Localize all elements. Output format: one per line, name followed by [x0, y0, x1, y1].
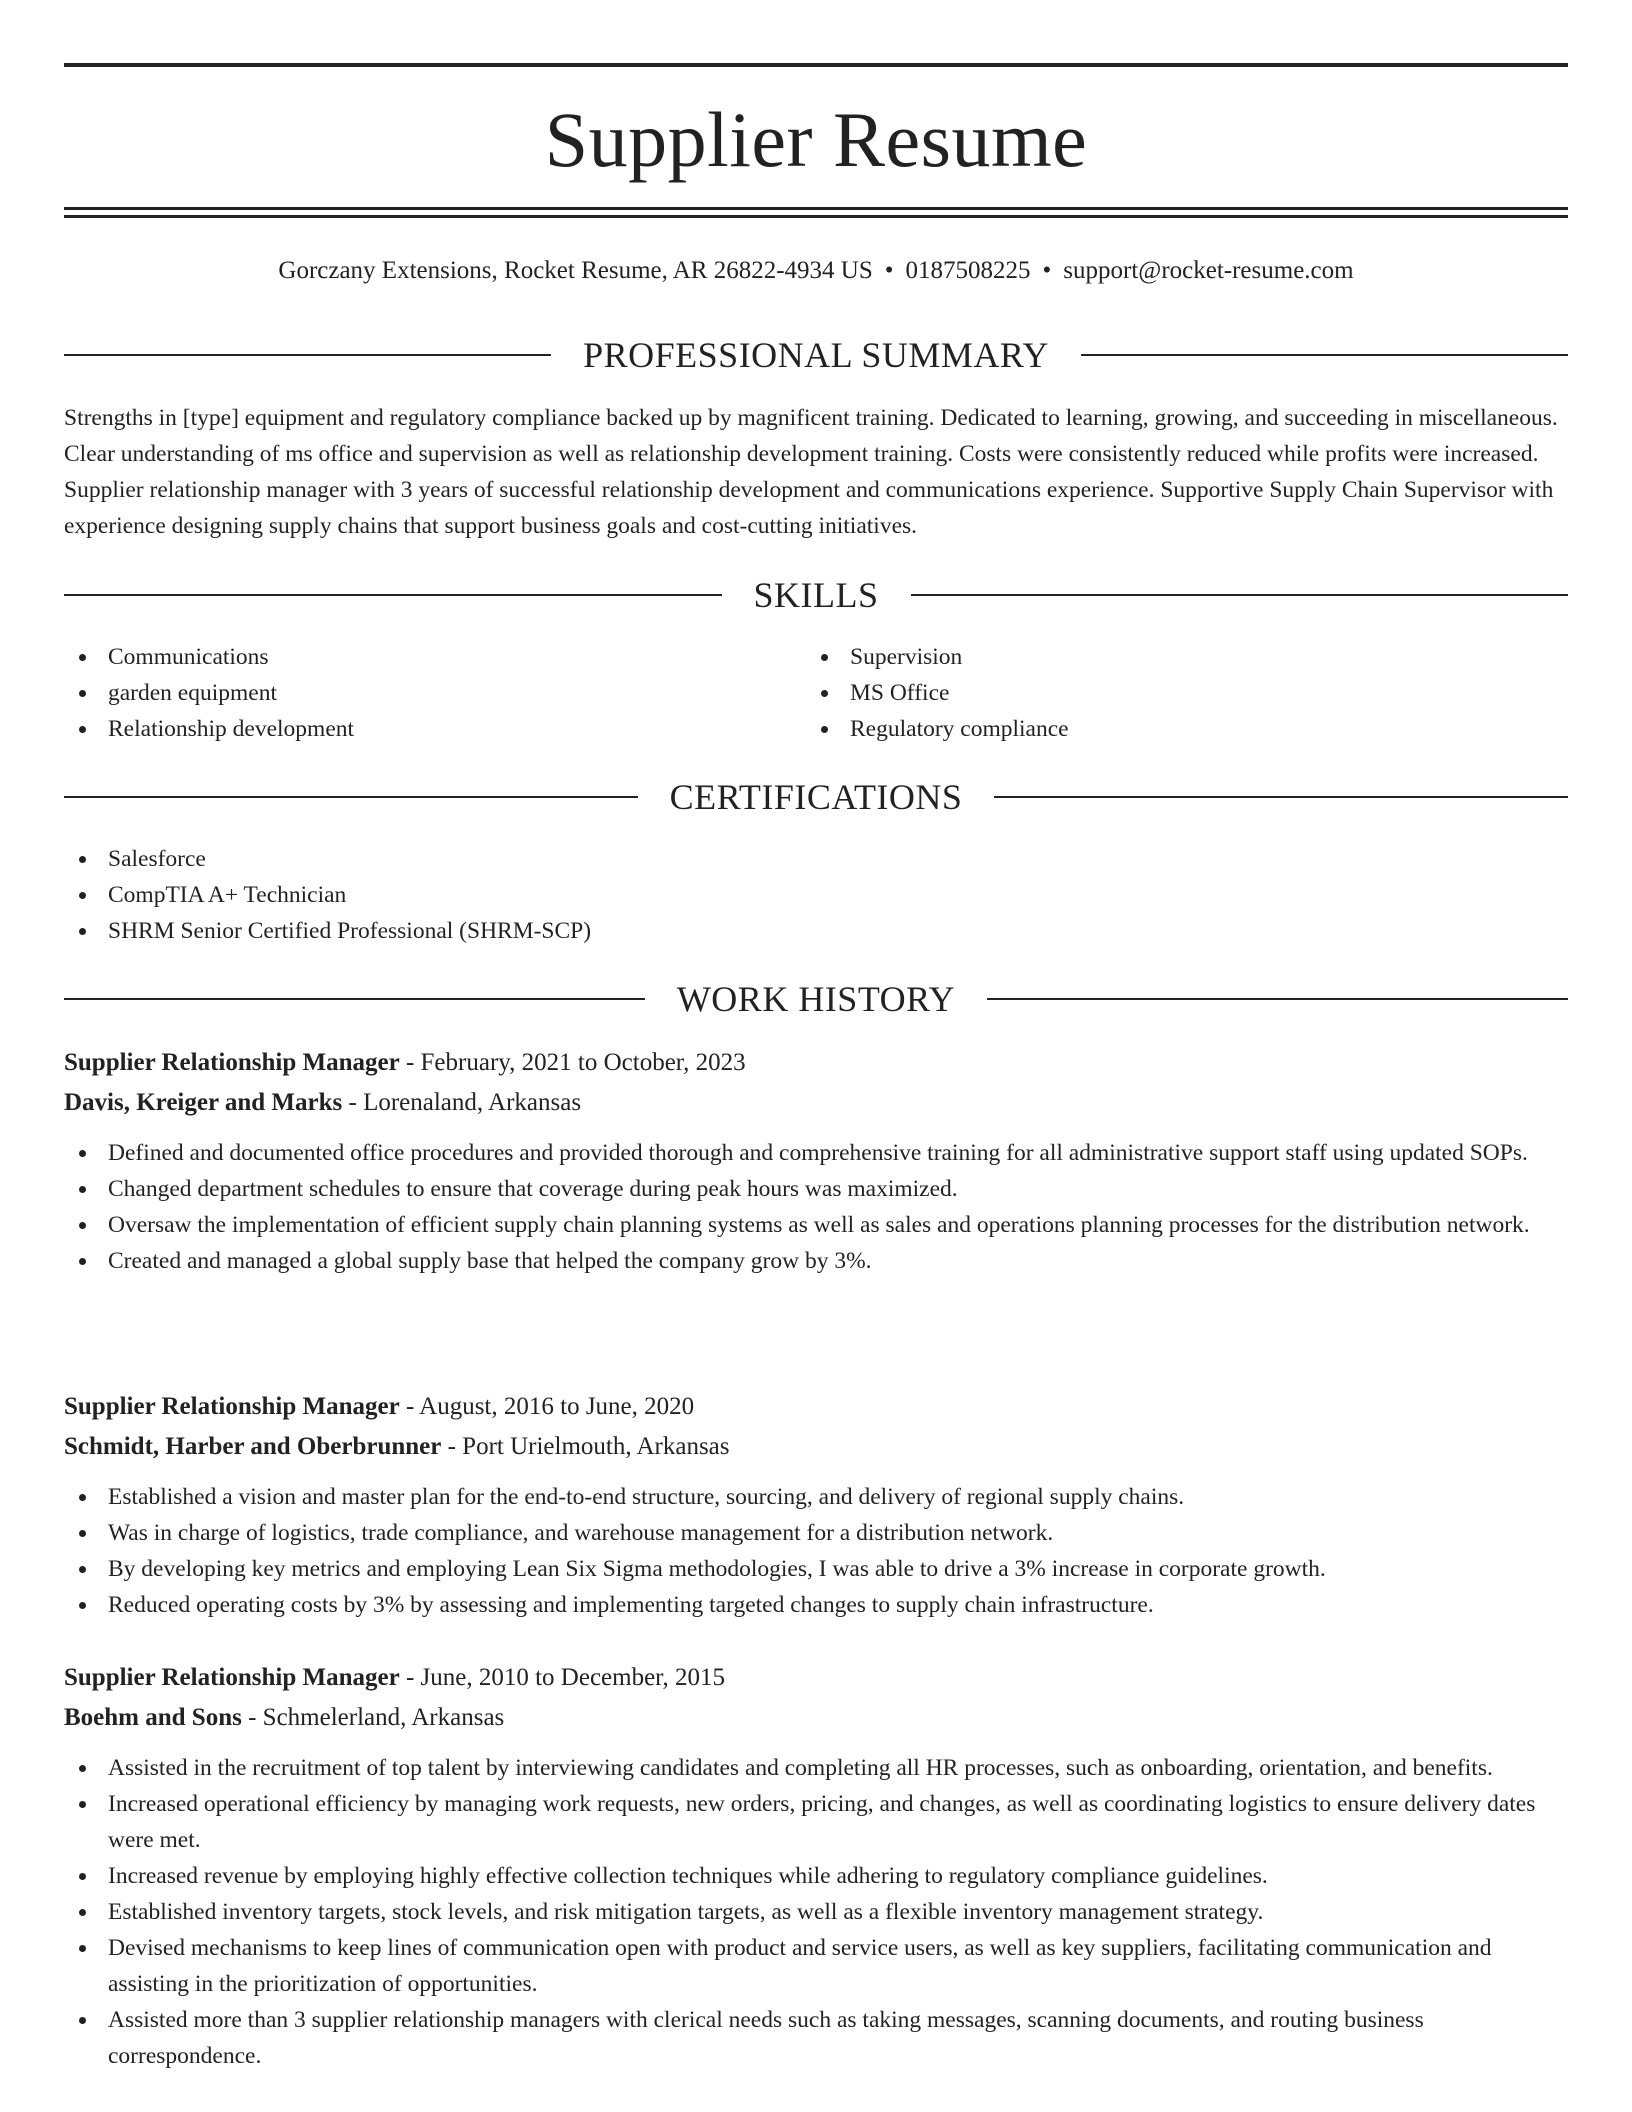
certifications-list: [64, 841, 1568, 949]
job-title-line: [64, 1660, 1568, 1700]
job-location: - Port Urielmouth, Arkansas: [441, 1433, 730, 1460]
section-rule: [994, 796, 1568, 798]
section-header-work-history: [64, 977, 1568, 1021]
job-bullets: [64, 1750, 1568, 2074]
certification-item: CompTIA A+ Technician: [64, 877, 1568, 913]
job-company: Boehm and Sons: [64, 1704, 242, 1731]
resume-title: Supplier Resume: [544, 96, 1088, 183]
job-dates: - February, 2021 to October, 2023: [399, 1049, 746, 1076]
header-rule: [64, 215, 1568, 218]
job-bullet: Oversaw the implementation of efficient supply chain planning systems as well as sales and operations planning processes for the distribution network.: [64, 1207, 1568, 1243]
job-bullet: Reduced operating costs by 3% by assessing and implementing targeted changes to supply chain infrastructure.: [64, 1587, 1568, 1623]
contact-line: [64, 254, 1568, 288]
contact-phone: 0187508225: [905, 257, 1031, 284]
contact-email: support@rocket-resume.com: [1063, 257, 1354, 284]
job-title: Supplier Relationship Manager: [64, 1049, 400, 1076]
job-bullet: Defined and documented office procedures and provided thorough and comprehensive training for all administrative support staff using updated SOPs.: [64, 1135, 1568, 1171]
certification-item: SHRM Senior Certified Professional (SHRM-SCP): [64, 913, 1568, 949]
job-bullets: [64, 1479, 1568, 1623]
skill-item: Relationship development: [64, 711, 804, 747]
skill-item: Regulatory compliance: [806, 711, 1566, 747]
job-title-line: [64, 1045, 1568, 1085]
job-bullet: Assisted in the recruitment of top talent by interviewing candidates and completing all HR processes, such as onboarding, orientation, and benefits.: [64, 1750, 1568, 1786]
professional-summary: Strengths in [type] equipment and regulatory compliance backed up by magnificent training. Dedicated to learning, growing, and succeeding in miscellaneous. Clear understanding of ms office and supervision as well as relationship development training. Costs were consistently reduced while profits were increased. Supplier relationship manager with 3 years of successful relationship development and communications experience. Supportive Supply Chain Supervisor with experience designing supply chains that support business goals and cost-cutting initiatives.: [64, 405, 1558, 539]
section-title: SKILLS: [753, 575, 879, 615]
top-rule: [64, 63, 1568, 67]
section-title: WORK HISTORY: [676, 979, 956, 1019]
job-location: - Lorenaland, Arkansas: [342, 1089, 582, 1116]
job-bullet: Increased operational efficiency by managing work requests, new orders, pricing, and changes, as well as coordinating logistics to ensure delivery dates were met.: [64, 1786, 1568, 1858]
skill-item: MS Office: [806, 675, 1566, 711]
contact-address: Gorczany Extensions, Rocket Resume, AR 26822-4934 US: [278, 257, 873, 284]
section-title: PROFESSIONAL SUMMARY: [583, 335, 1049, 375]
job-dates: - August, 2016 to June, 2020: [399, 1393, 695, 1420]
job-title: Supplier Relationship Manager: [64, 1393, 400, 1420]
skill-item: Communications: [64, 639, 804, 675]
job-bullet: Assisted more than 3 supplier relationship managers with clerical needs such as taking messages, scanning documents, and routing business correspondence.: [64, 2002, 1568, 2074]
job-dates: - June, 2010 to December, 2015: [399, 1664, 726, 1691]
section-header-certifications: [64, 775, 1568, 819]
section-rule: [64, 998, 645, 1000]
job-entry: [64, 1045, 1568, 1279]
section-rule: [64, 354, 551, 356]
skill-item: Supervision: [806, 639, 1566, 675]
job-title-line: [64, 1389, 1568, 1429]
certification-item: Salesforce: [64, 841, 1568, 877]
header-rule: [64, 207, 1568, 210]
section-rule: [64, 594, 722, 596]
job-location: - Schmelerland, Arkansas: [241, 1704, 505, 1731]
job-bullet: Was in charge of logistics, trade compliance, and warehouse management for a distribution network.: [64, 1515, 1568, 1551]
section-rule: [987, 998, 1568, 1000]
job-bullet: Created and managed a global supply base that helped the company grow by 3%.: [64, 1243, 1568, 1279]
section-title: CERTIFICATIONS: [669, 777, 963, 817]
section-rule: [911, 594, 1569, 596]
job-entry: [64, 1389, 1568, 1623]
job-bullet: By developing key metrics and employing Lean Six Sigma methodologies, I was able to drive a 3% increase in corporate growth.: [64, 1551, 1568, 1587]
job-company-line: [64, 1700, 1568, 1740]
section-header-skills: [64, 573, 1568, 617]
skills-list-right: [806, 639, 1566, 747]
skill-item: garden equipment: [64, 675, 804, 711]
job-company: Schmidt, Harber and Oberbrunner: [64, 1433, 442, 1460]
job-company: Davis, Kreiger and Marks: [64, 1089, 343, 1116]
section-rule: [1081, 354, 1568, 356]
section-header-summary: [64, 333, 1568, 377]
job-company-line: [64, 1429, 1568, 1469]
job-bullets: [64, 1135, 1568, 1279]
skills-list-left: [64, 639, 804, 747]
job-bullet: Increased revenue by employing highly effective collection techniques while adhering to regulatory compliance guidelines.: [64, 1858, 1568, 1894]
job-title: Supplier Relationship Manager: [64, 1664, 400, 1691]
job-bullet: Changed department schedules to ensure that coverage during peak hours was maximized.: [64, 1171, 1568, 1207]
job-entry: [64, 1660, 1568, 2074]
job-bullet: Devised mechanisms to keep lines of communication open with product and service users, as well as key suppliers, facilitating communication and assisting in the prioritization of opportunities.: [64, 1930, 1568, 2002]
contact-separator: •: [1042, 257, 1052, 284]
section-rule: [64, 796, 638, 798]
job-bullet: Established a vision and master plan for the end-to-end structure, sourcing, and delivery of regional supply chains.: [64, 1479, 1568, 1515]
contact-separator: •: [884, 257, 894, 284]
job-company-line: [64, 1085, 1568, 1125]
job-bullet: Established inventory targets, stock levels, and risk mitigation targets, as well as a flexible inventory management strategy.: [64, 1894, 1568, 1930]
